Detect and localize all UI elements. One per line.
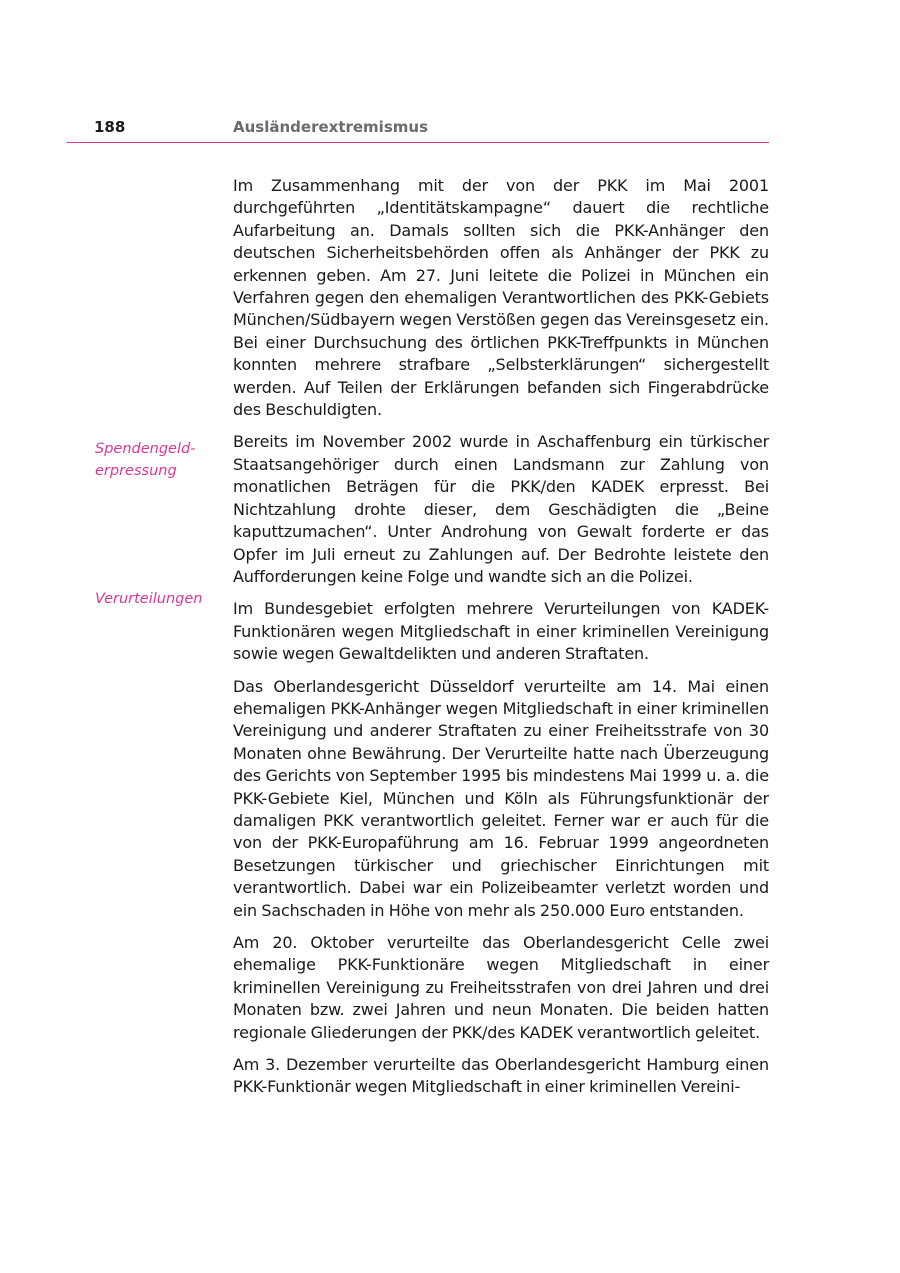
page-number: 188 xyxy=(94,118,126,136)
body-text-column xyxy=(233,175,769,1099)
paragraph-olg-hamburg: Am 3. Dezember verurteilte das Oberlandesgericht Hamburg einen PKK-Funktionär wegen Mitgliedschaft in einer kriminellen Vereini- xyxy=(233,1055,769,1097)
running-title: Ausländerextremismus xyxy=(233,118,428,136)
page-header xyxy=(67,116,769,143)
paragraph-verurteilungen-intro: Im Bundesgebiet erfolgten mehrere Verurteilungen von KADEK-Funktionären wegen Mitgliedschaft in einer kriminellen Vereinigung sowie wegen Gewaltdelikten und anderen Straftaten. xyxy=(233,599,769,664)
margin-note-verurteilungen: Verurteilungen xyxy=(95,591,203,607)
margin-note-spendengeld: Spendengeld- erpressung xyxy=(95,441,196,479)
paragraph-olg-duesseldorf: Das Oberlandesgericht Düsseldorf verurteilte am 14. Mai einen ehemaligen PKK-Anhänger wegen Mitgliedschaft in einer kriminellen Vereinigung und anderer Straftaten zu einer Freiheitsstrafe von 30 Monaten ohne Bewährung. Der Verurteilte hatte nach Überzeugung des Gerichts von September 1995 bis mindestens Mai 1999 u. a. die PKK-Gebiete Kiel, München und Köln als Führungsfunktionär der damaligen PKK verantwortlich geleitet. Ferner war er auch für die von der PKK-Europaführung am 16. Februar 1999 angeordneten Besetzungen türkischer und griechischer Einrichtungen mit verantwortlich. Dabei war ein Polizeibeamter verletzt worden und ein Sachschaden in Höhe von mehr als 250.000 Euro entstanden. xyxy=(233,676,769,920)
paragraph-identitaetskampagne: Im Zusammenhang mit der von der PKK im Mai 2001 durchgeführten „Identitätskampagne“ dauert die rechtliche Aufarbeitung an. Damals sollten sich die PKK-Anhänger den deutschen Sicherheitsbehörden offen als Anhänger der PKK zu erkennen geben. Am 27. Juni leitete die Polizei in München ein Verfahren gegen den ehemaligen Verantwortlichen des PKK-Gebiets München/Südbayern wegen Verstößen gegen das Vereinsgesetz ein. Bei einer Durchsuchung des örtlichen PKK-Treffpunkts in München konnten mehrere strafbare „Selbsterklärungen“ sichergestellt werden. Auf Teilen der Erklärungen befanden sich Fingerabdrücke des Beschuldigten. xyxy=(233,176,769,420)
paragraph-spendengelderpressung: Bereits im November 2002 wurde in Aschaffenburg ein türkischer Staatsangehöriger durch einen Landsmann zur Zahlung von monatlichen Beträgen für die PKK/den KADEK erpresst. Bei Nichtzahlung drohte dieser, dem Geschädigten die „Beine kaputtzumachen“. Unter Androhung von Gewalt forderte er das Opfer im Juli erneut zu Zahlungen auf. Der Bedrohte leistete den Aufforderungen keine Folge und wandte sich an die Polizei. xyxy=(233,432,769,586)
paragraph-olg-celle: Am 20. Oktober verurteilte das Oberlandesgericht Celle zwei ehemalige PKK-Funktionäre wegen Mitgliedschaft in einer kriminellen Vereinigung zu Freiheitsstrafen von drei Jahren und drei Monaten bzw. zwei Jahren und neun Monaten. Die beiden hatten regionale Gliederungen der PKK/des KADEK verantwortlich geleitet. xyxy=(233,933,769,1042)
